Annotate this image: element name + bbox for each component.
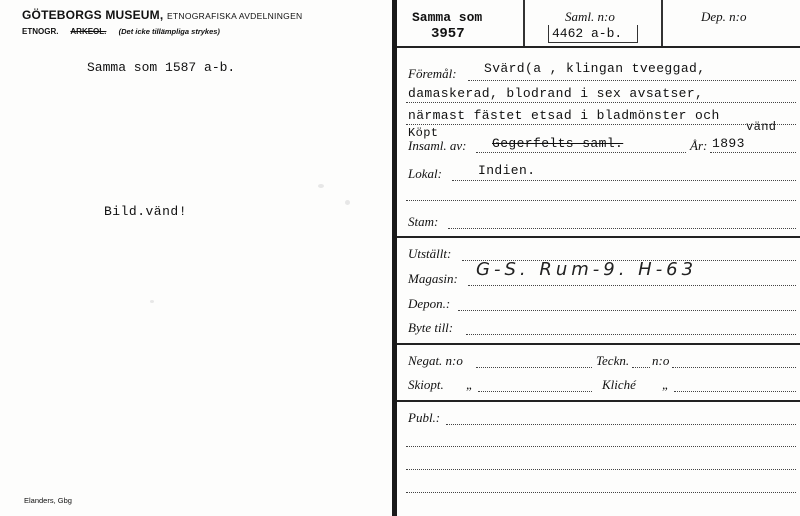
foremal-line-1: Svärd(a , klingan tveeggad, [484,61,706,76]
skiopt-ditto: „ [466,377,474,392]
header-rule [397,46,800,48]
publ-label: Publ.: [408,410,441,425]
museum-name: GÖTEBORGS MUSEUM, [22,8,164,22]
dotted-line [406,469,796,470]
dotted-line [452,180,796,181]
dotted-line [446,424,796,425]
negat-label: Negat. n:o [408,353,463,368]
skiopt-label: Skiopt. [408,377,444,392]
kliche-label: Kliché [602,377,636,392]
reference-number: 3957 [431,26,465,42]
department-name: ETNOGRAFISKA AVDELNINGEN [166,11,303,21]
dotted-line [448,228,796,229]
ar-label: År: [690,138,708,153]
lokal-value: Indien. [478,163,536,178]
section-rule [397,400,800,402]
section-rule [397,236,800,238]
printer-mark: Elanders, Gbg [24,496,72,505]
dotted-line [632,367,650,368]
teckn-no-label: n:o [652,353,670,368]
smudge [345,200,350,205]
saml-value: 4462 a-b. [552,26,623,41]
bild-note: Bild.vänd! [104,204,188,219]
etnogr-label: ETNOGR. [22,27,59,36]
samma-som-stamp: Samma som [412,10,483,25]
section-rule [397,343,800,345]
category-line [22,27,230,36]
foremal-label: Föremål: [408,66,457,81]
depon-label: Depon.: [408,296,451,311]
utstallt-label: Utställt: [408,246,452,261]
smudge [150,300,154,303]
dotted-line [672,367,796,368]
dotted-line [674,391,796,392]
foremal-line-3: närmast fästet etsad i bladmönster och [408,108,720,123]
dotted-line [476,152,686,153]
dotted-line [406,102,796,103]
dotted-line [406,200,796,201]
byte-till-label: Byte till: [408,320,454,335]
arkeol-label: ARKEOL. [70,27,107,36]
magasin-label: Magasin: [408,271,458,286]
stam-label: Stam: [408,214,439,229]
insaml-value: Gegerfelts saml. [492,136,624,151]
dotted-line [710,152,796,153]
dotted-line [406,124,796,125]
magasin-value: G-S. Rum-9. H-63 [476,259,698,280]
lokal-label: Lokal: [408,166,442,181]
strike-note: (Det icke tillämpliga strykes) [118,27,220,36]
box-separator [661,0,663,46]
kopt-note: Köpt [408,126,439,140]
smudge [318,184,324,188]
insaml-label: Insaml. av: [408,138,467,153]
card-divider [392,0,397,516]
saml-label: Saml. n:o [565,9,615,24]
foremal-line-2: damaskerad, blodrand i sex avsatser, [408,86,704,101]
teckn-label: Teckn. [596,353,630,368]
dotted-line [478,391,592,392]
dotted-line [468,285,796,286]
dotted-line [476,367,592,368]
dep-label: Dep. n:o [701,9,747,24]
box-separator [523,0,525,46]
dotted-line [458,310,796,311]
museum-header [22,8,302,22]
vand-note: vänd [746,120,777,134]
dotted-line [468,80,796,81]
ar-value: 1893 [712,136,745,151]
samma-note: Samma som 1587 a-b. [87,60,236,75]
kliche-ditto: „ [662,377,670,392]
dotted-line [406,446,796,447]
dotted-line [406,492,796,493]
dotted-line [466,334,796,335]
